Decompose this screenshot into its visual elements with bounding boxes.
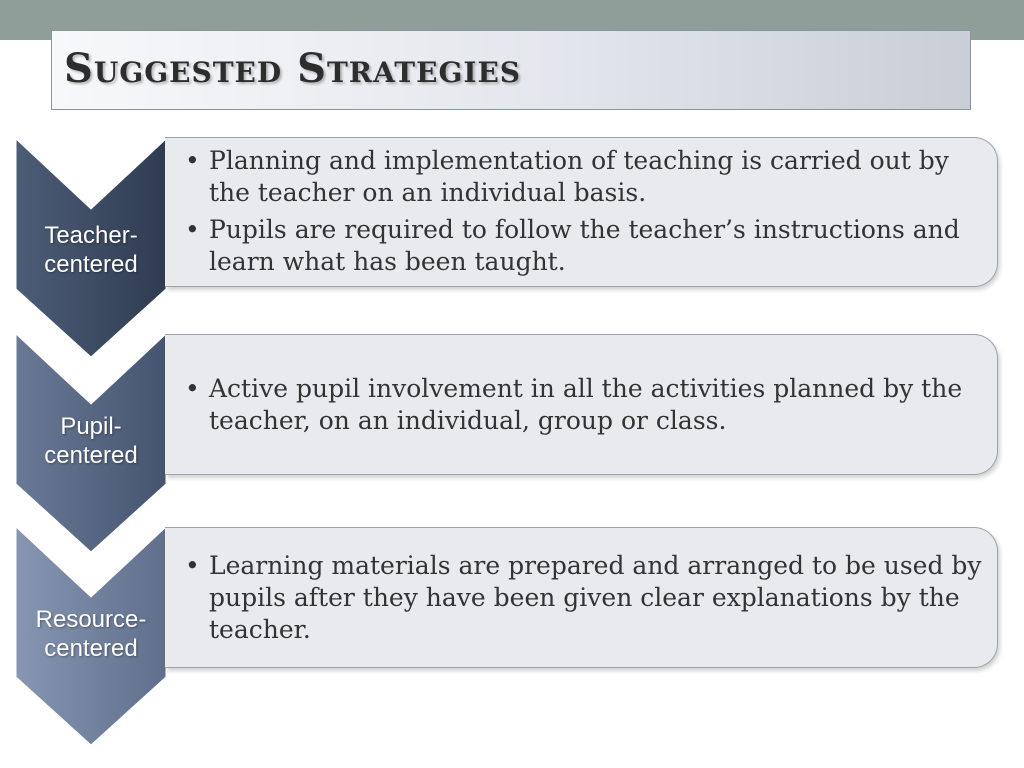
bullet-dot: • — [185, 146, 200, 175]
bullet-item — [185, 373, 997, 437]
bullet-item — [185, 214, 997, 278]
slide-title: Suggested Strategies — [64, 45, 522, 92]
label-resource-centered — [0, 605, 182, 663]
bullet-text: Learning materials are prepared and arranged to be used by pupils after they have been given clear explanations by the teacher. — [209, 551, 982, 644]
panel-resource-centered — [165, 527, 998, 668]
label-line-1: Teacher- — [44, 222, 138, 249]
bullet-text: Pupils are required to follow the teacher’s instructions and learn what has been taught. — [209, 215, 960, 276]
bullet-text: Planning and implementation of teaching is carried out by the teacher on an individual basis. — [209, 146, 949, 207]
label-line-2: centered — [44, 251, 138, 278]
label-line-1: Resource- — [35, 606, 147, 633]
panel-teacher-centered — [165, 137, 998, 287]
label-line-2: centered — [44, 442, 138, 469]
label-line-2: centered — [44, 635, 138, 662]
bullet-dot: • — [185, 551, 200, 580]
label-pupil-centered — [0, 412, 182, 470]
label-teacher-centered — [0, 221, 182, 279]
panel-pupil-centered — [165, 334, 998, 475]
bullet-dot: • — [185, 215, 200, 244]
title-box — [51, 30, 971, 110]
bullet-text: Active pupil involvement in all the activities planned by the teacher, on an individual, group or class. — [209, 374, 963, 435]
bullet-item — [185, 550, 997, 646]
bullet-item — [185, 145, 997, 209]
bullet-dot: • — [185, 374, 200, 403]
label-line-1: Pupil- — [60, 413, 122, 440]
